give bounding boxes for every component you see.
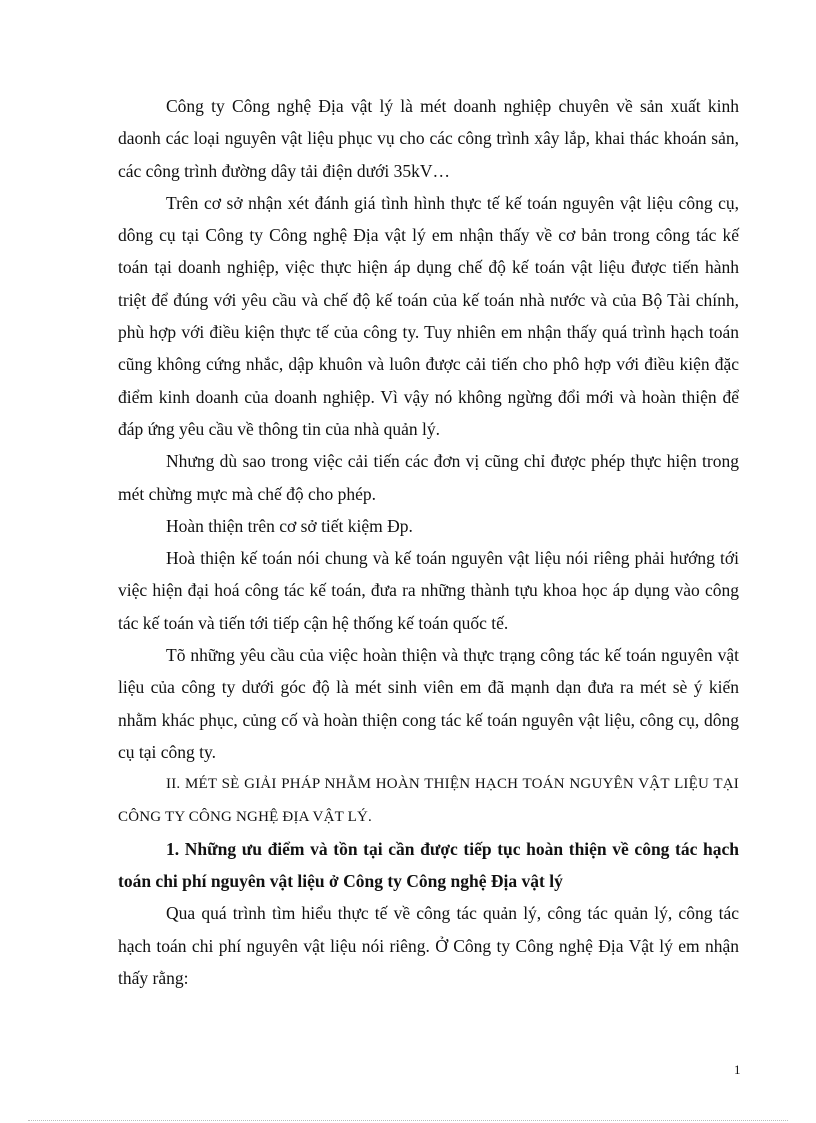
paragraph-savings: Hoàn thiện trên cơ sở tiết kiệm Đp.: [166, 515, 413, 536]
paragraph-improvement-limits: Nhưng dù sao trong việc cải tiến các đơn vị cũng chỉ được phép thực hiện trong mét chừng mực mà chế độ cho phép.: [118, 451, 739, 504]
page-number: 1: [734, 1062, 741, 1077]
page-bottom-divider: [28, 1120, 788, 1121]
paragraph-findings: Qua quá trình tìm hiểu thực tế về công tác quản lý, công tác quản lý, công tác hạch toán chi phí nguyên vật liệu nói riêng. Ở Công ty Công nghệ Địa Vật lý em nhận thấy rằng:: [118, 903, 739, 989]
page-body: [118, 90, 739, 994]
paragraph-proposals: Tõ những yêu cầu của việc hoàn thiện và thực trạng công tác kế toán nguyên vật liệu của công ty dưới góc độ là mét sinh viên em đã mạnh dạn đưa ra mét sè ý kiến nhằm khác phục, củng cố và hoàn thiện cong tác kế toán nguyên vật liệu, công cụ, dông cụ tại công ty.: [118, 645, 739, 762]
paragraph-modernization: Hoà thiện kế toán nói chung và kế toán nguyên vật liệu nói riêng phải hướng tới việc hiện đại hoá công tác kế toán, đưa ra những thành tựu khoa học áp dụng vào công tác kế toán và tiến tới tiếp cận hệ thống kế toán quốc tế.: [118, 548, 739, 633]
paragraph-company-intro: Công ty Công nghệ Địa vật lý là mét doanh nghiệp chuyên về sản xuất kinh daonh các loại nguyên vật liệu phục vụ cho các công trình xây lắp, khai thác khoán sản, các công trình đường dây tải điện dưới 35kV…: [118, 96, 739, 181]
subsection-heading: 1. Những ưu điểm và tồn tại cần được tiếp tục hoàn thiện về công tác hạch toán chi phí nguyên vật liệu ở Công ty Công nghệ Địa vật lý: [118, 838, 739, 892]
section-heading: II. MÉT SÈ GIẢI PHÁP NHẰM HOÀN THIỆN HẠCH TOÁN NGUYÊN VẬT LIỆU TẠI CÔNG TY CÔNG NGHỆ ĐỊA VẬT LÝ.: [118, 776, 739, 825]
paragraph-assessment: Trên cơ sở nhận xét đánh giá tình hình thực tế kế toán nguyên vật liệu công cụ, dông cụ tại Công ty Công nghệ Địa vật lý em nhận thấy về cơ bản trong công tác kế toán tại doanh nghiệp, việc thực hiện áp dụng chế độ kế toán vật liệu được tiến hành triệt để đúng với yêu cầu và chế độ kế toán của kế toán nhà nước và của Bộ Tài chính, phù hợp với điều kiện thực tế của công ty. Tuy nhiên em nhận thấy quá trình hạch toán cũng không cứng nhắc, dập khuôn và luôn được cải tiến cho phô hợp với điều kiện đặc điểm kinh doanh của doanh nghiệp. Vì vậy nó không ngừng đổi mới và hoàn thiện để đáp ứng yêu cầu về thông tin của nhà quản lý.: [118, 192, 739, 439]
